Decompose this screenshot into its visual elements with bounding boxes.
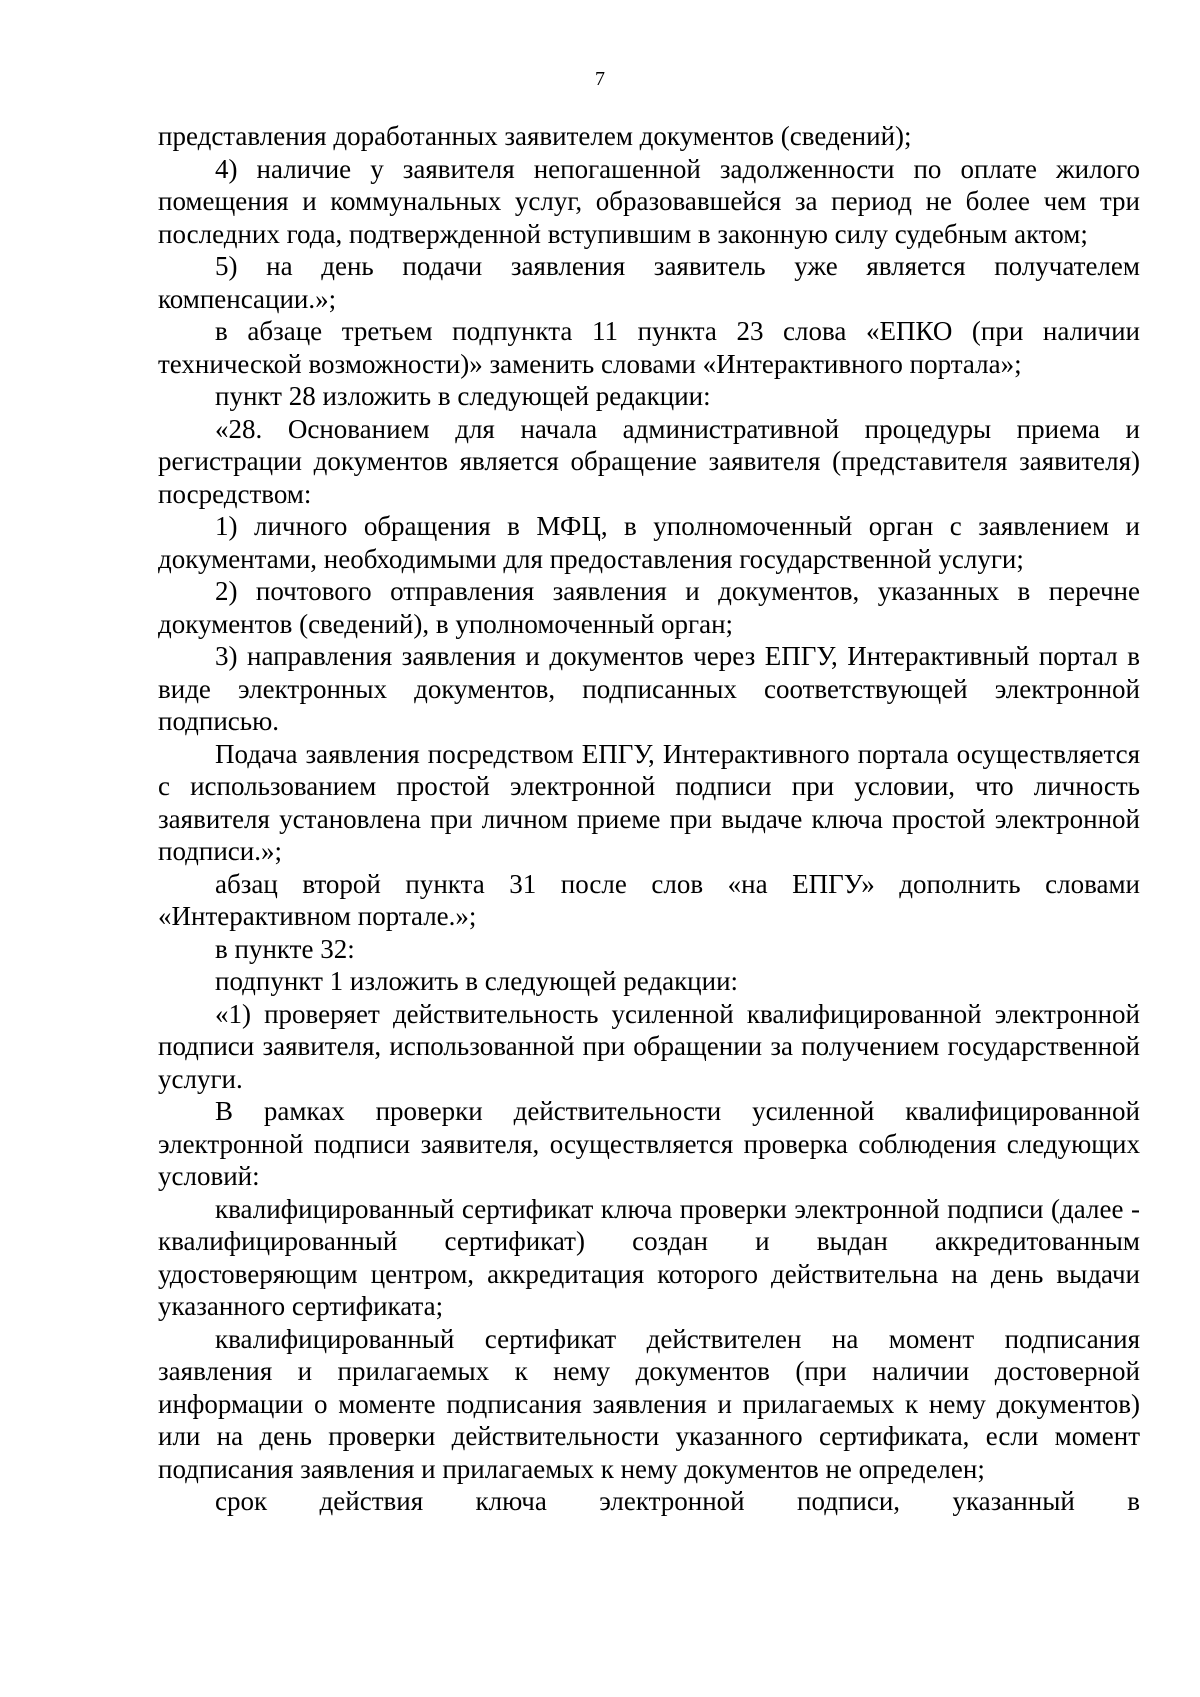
paragraph: в пункте 32:: [215, 933, 355, 964]
paragraph: срок действия ключа электронной подписи, указанный в: [215, 1486, 1140, 1516]
paragraph: 3) направления заявления и документов через ЕПГУ, Интерактивный портал в виде электронных документов, подписанных соответствующей электронной подписью.: [158, 641, 1140, 736]
paragraph: подпункт 1 изложить в следующей редакции:: [215, 966, 739, 996]
paragraph: 1) личного обращения в МФЦ, в уполномоченный орган с заявлением и документами, необходимыми для предоставления государственной услуги;: [158, 511, 1140, 574]
paragraph: пункт 28 изложить в следующей редакции:: [215, 381, 711, 411]
paragraph: Подача заявления посредством ЕПГУ, Интерактивного портала осуществляется с использованием простой электронной подписи при условии, что личность заявителя установлена при личном приеме при выдаче ключа простой электронной подписи.»;: [158, 738, 1140, 866]
paragraph: абзац второй пункта 31 после слов «на ЕПГУ» дополнить словами «Интерактивном портале.»;: [158, 868, 1140, 931]
paragraph: в абзаце третьем подпункта 11 пункта 23 слова «ЕПКО (при наличии технической возможности)» заменить словами «Интерактивного портала»;: [158, 316, 1140, 379]
paragraph: квалифицированный сертификат действителен на момент подписания заявления и прилагаемых к нему документов (при наличии достоверной информации о моменте подписания заявления и прилагаемых к нему документов) или на день проверки действительности указанного сертификата, если момент подписания заявления и прилагаемых к нему документов не определен;: [158, 1323, 1140, 1484]
paragraph: представления доработанных заявителем документов (сведений);: [158, 121, 912, 151]
paragraph: «28. Основанием для начала административной процедуры приема и регистрации документов является обращение заявителя (представителя заявителя) посредством:: [158, 413, 1140, 509]
document-body: [158, 120, 1140, 1518]
paragraph: 5) на день подачи заявления заявитель уже является получателем компенсации.»;: [158, 251, 1140, 314]
paragraph: «1) проверяет действительность усиленной квалифицированной электронной подписи заявителя, использованной при обращении за получением государственной услуги.: [158, 998, 1140, 1094]
paragraph: 2) почтового отправления заявления и документов, указанных в перечне документов (сведений), в уполномоченный орган;: [158, 576, 1140, 639]
paragraph: квалифицированный сертификат ключа проверки электронной подписи (далее - квалифицированный сертификат) создан и выдан аккредитованным удостоверяющим центром, аккредитация которого действительна на день выдачи указанного сертификата;: [158, 1193, 1140, 1321]
page-number: 7: [595, 68, 605, 90]
paragraph: 4) наличие у заявителя непогашенной задолженности по оплате жилого помещения и коммунальных услуг, образовавшейся за период не более чем три последних года, подтвержденной вступившим в законную силу судебным актом;: [158, 153, 1140, 249]
paragraph: В рамках проверки действительности усиленной квалифицированной электронной подписи заявителя, осуществляется проверка соблюдения следующих условий:: [158, 1096, 1140, 1191]
